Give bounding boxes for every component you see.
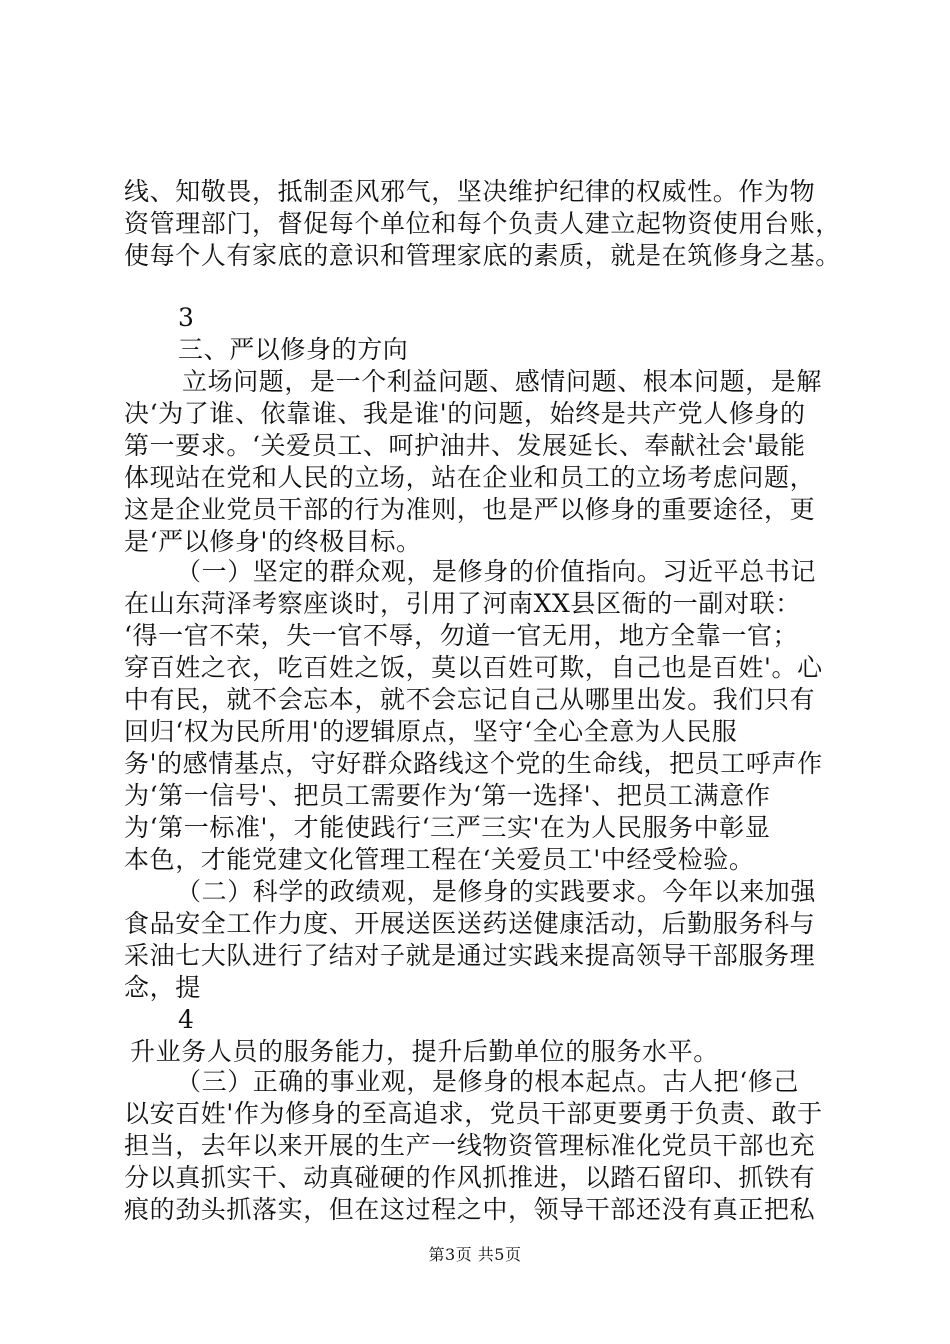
body-line: 担当，去年以来开展的生产一线物资管理标准化党员干部也充 — [124, 1131, 816, 1160]
page-marker: 4 — [178, 1005, 195, 1034]
body-line: 回归‘权为民所用'的逻辑原点，坚守‘全心全意为人民服 — [124, 717, 738, 746]
body-line: 为‘第一标准'，才能使践行‘三严三实'在为人民服务中彰显 — [124, 813, 771, 842]
body-line: 第一要求。‘关爱员工、呵护油井、发展延长、奉献社会'最能 — [124, 431, 806, 460]
subsection-paragraph: （三）正确的事业观，是修身的根本起点。古人把‘修己 — [176, 1067, 799, 1096]
body-line: 在山东菏泽考察座谈时，引用了河南XX县区衙的一副对联： — [124, 589, 801, 618]
body-line: 痕的劲头抓落实，但在这过程之中，领导干部还没有真正把私 — [124, 1195, 816, 1224]
body-line: 使每个人有家底的意识和管理家底的素质，就是在筑修身之基。 — [124, 241, 841, 270]
body-line: 食品安全工作力度、开展送医送药送健康活动，后勤服务科与 — [124, 909, 816, 938]
body-line: 本色，才能党建文化管理工程在‘关爱员工'中经受检验。 — [124, 845, 755, 874]
page-footer: 第3页 共5页 — [428, 1245, 522, 1264]
body-line: 念，提 — [124, 973, 201, 1002]
body-line: 升业务人员的服务能力，提升后勤单位的服务水平。 — [130, 1037, 719, 1066]
body-line: 是‘严以修身'的终极目标。 — [124, 527, 422, 556]
body-line: 分以真抓实干、动真碰硬的作风抓推进，以踏石留印、抓铁有 — [124, 1163, 816, 1192]
page-marker: 3 — [178, 303, 195, 332]
body-line: 以安百姓'作为修身的至高追求，党员干部更要勇于负责、敢于 — [124, 1099, 823, 1128]
body-line: ‘得一官不荣，失一官不辱，勿道一官无用，地方全靠一官； — [124, 621, 799, 650]
subsection-paragraph: （一）坚定的群众观，是修身的价值指向。习近平总书记 — [176, 557, 817, 586]
body-line: 采油七大队进行了结对子就是通过实践来提高领导干部服务理 — [124, 941, 816, 970]
body-line: 这是企业党员干部的行为准则，也是严以修身的重要途径，更 — [124, 495, 816, 524]
body-line: 务'的感情基点，守好群众路线这个党的生命线，把员工呼声作 — [124, 749, 823, 778]
body-line: 穿百姓之衣，吃百姓之饭，莫以百姓可欺，自己也是百姓'。心 — [124, 653, 823, 682]
body-line: 立场问题，是一个利益问题、感情问题、根本问题，是解 — [182, 367, 823, 396]
body-line: 资管理部门，督促每个单位和每个负责人建立起物资使用台账， — [124, 209, 841, 238]
body-line: 线、知敬畏，抵制歪风邪气，坚决维护纪律的权威性。作为物 — [124, 177, 816, 206]
body-line: 为‘第一信号'、把员工需要作为‘第一选择'、把员工满意作 — [124, 781, 771, 810]
subsection-paragraph: （二）科学的政绩观，是修身的实践要求。今年以来加强 — [176, 877, 817, 906]
body-line: 决‘为了谁、依靠谁、我是谁'的问题，始终是共产党人修身的 — [124, 399, 806, 428]
body-line: 中有民，就不会忘本，就不会忘记自己从哪里出发。我们只有 — [124, 685, 816, 714]
section-heading: 三、严以修身的方向 — [178, 335, 409, 364]
body-line: 体现站在党和人民的立场，站在企业和员工的立场考虑问题， — [124, 463, 816, 492]
